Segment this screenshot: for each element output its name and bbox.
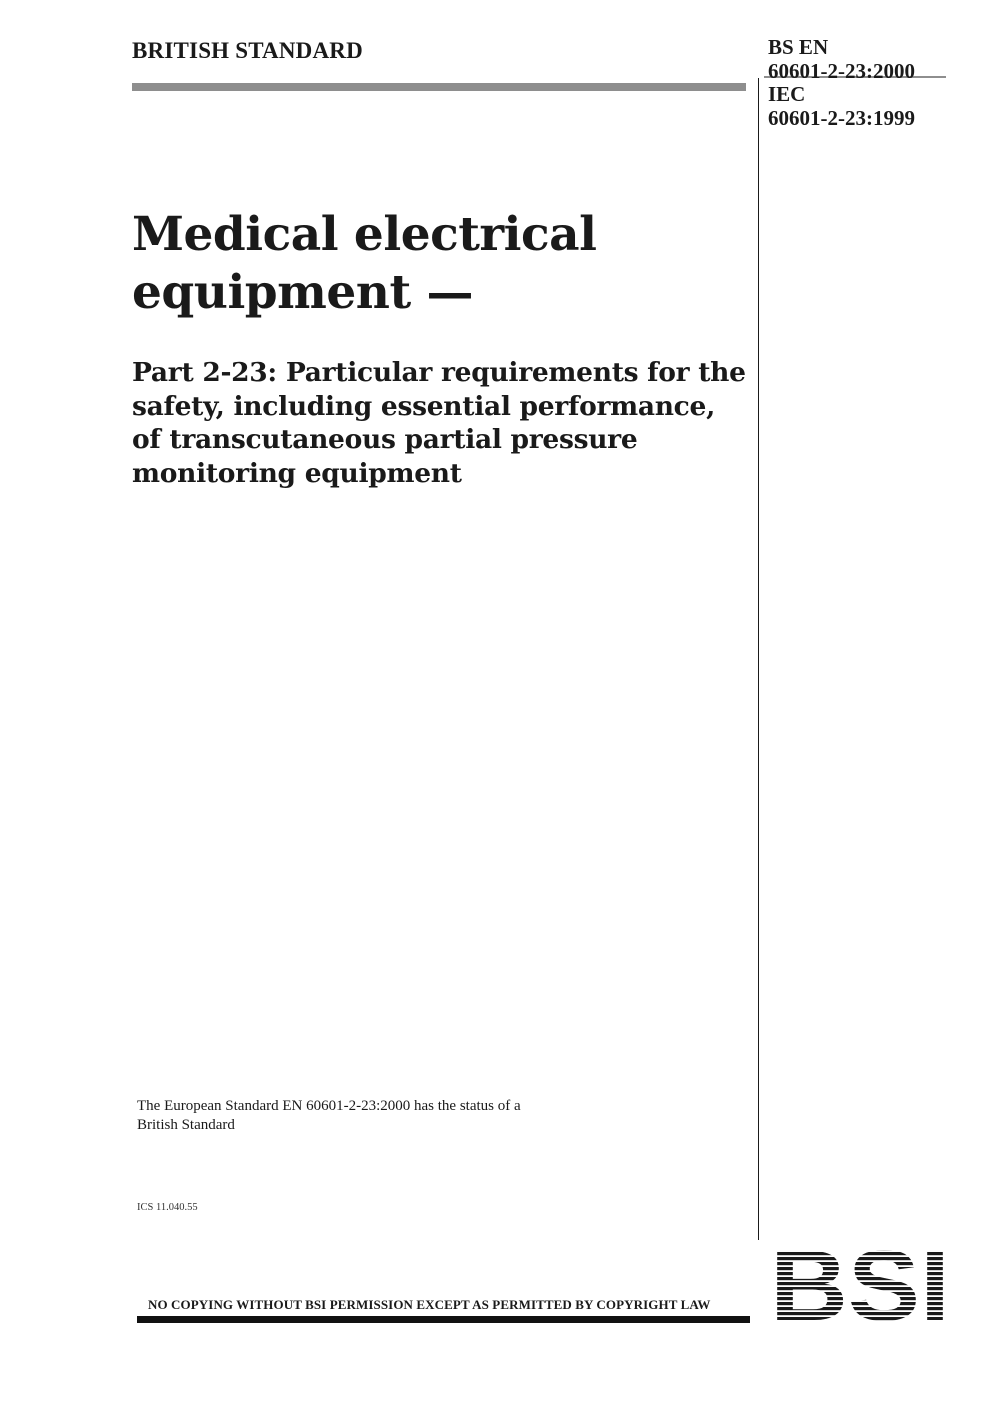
standard-references bbox=[768, 36, 915, 130]
copyright-notice: NO COPYING WITHOUT BSI PERMISSION EXCEPT AS PERMITTED BY COPYRIGHT LAW bbox=[148, 1297, 711, 1312]
title-line: Medical electrical bbox=[132, 207, 597, 262]
subtitle-line: of transcutaneous partial pressure bbox=[132, 424, 638, 455]
vertical-divider bbox=[758, 78, 759, 1240]
footer-rule bbox=[137, 1316, 750, 1323]
ics-code: ICS 11.040.55 bbox=[137, 1202, 198, 1213]
brand-label: BRITISH STANDARD bbox=[132, 38, 363, 63]
ref-bs-en: BS EN bbox=[768, 35, 829, 59]
subtitle-line: safety, including essential performance, bbox=[132, 390, 716, 422]
header-rule bbox=[132, 83, 746, 91]
subtitle-line: Part 2-23: Particular requirements for the bbox=[132, 357, 746, 388]
status-statement bbox=[137, 1097, 607, 1135]
ref-bs-en-number: 60601-2-23:2000 bbox=[768, 58, 915, 83]
document-title bbox=[132, 206, 596, 322]
status-line: British Standard bbox=[137, 1117, 235, 1133]
title-line: equipment — bbox=[132, 265, 474, 320]
subtitle-line: monitoring equipment bbox=[132, 457, 462, 489]
ref-iec: IEC bbox=[768, 82, 806, 106]
bsi-logo bbox=[772, 1242, 948, 1324]
status-line: The European Standard EN 60601-2-23:2000 has the status of a bbox=[137, 1098, 521, 1114]
ref-iec-number: 60601-2-23:1999 bbox=[768, 105, 915, 130]
document-subtitle bbox=[132, 356, 752, 490]
